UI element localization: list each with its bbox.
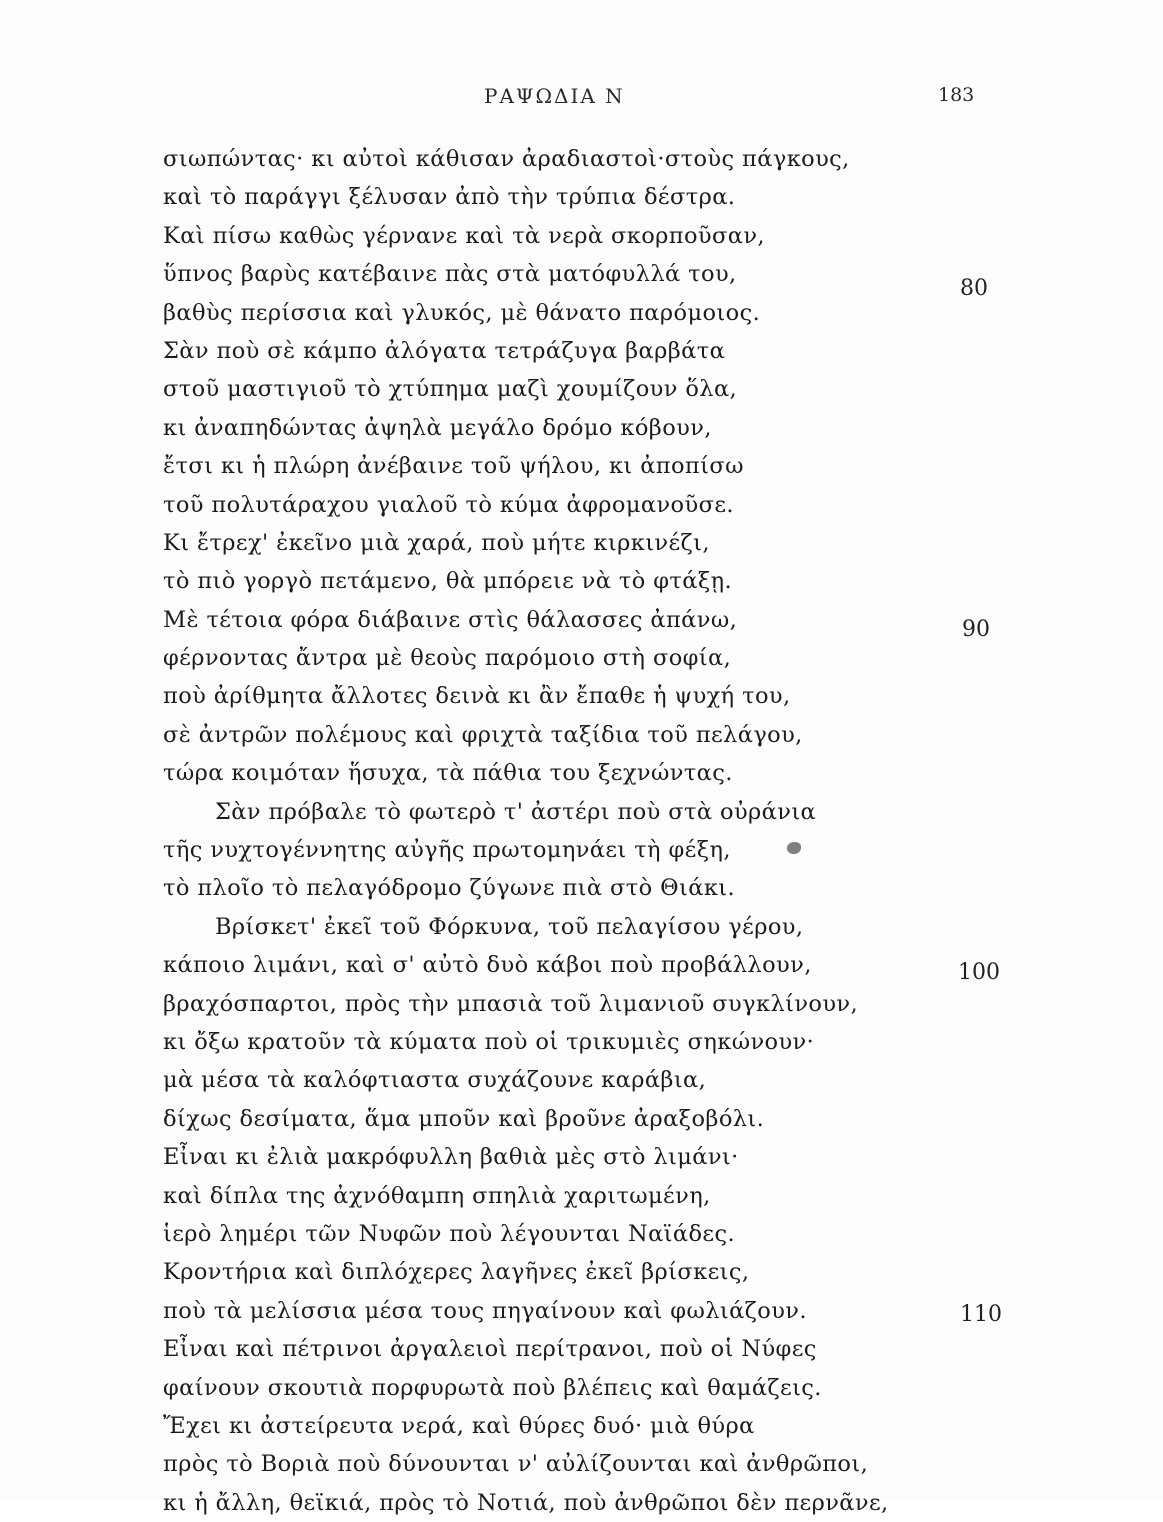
verse-line: κάποιο λιμάνι, καὶ σ' αὐτὸ δυὸ κάβοι ποὺ προβάλλουν, <box>163 952 812 979</box>
verse-line: κι ἡ ἄλλη, θεϊκιά, πρὸς τὸ Νοτιά, ποὺ ἀνθρῶποι δὲν περνᾶνε, <box>163 1489 889 1516</box>
verse-line: σὲ ἀντρῶν πολέμους καὶ φριχτὰ ταξίδια τοῦ πελάγου, <box>163 721 803 748</box>
verse-line: τὸ πλοῖο τὸ πελαγόδρομο ζύγωνε πιὰ στὸ Θιάκι. <box>163 875 736 902</box>
verse-line: τῆς νυχτογέννητης αὐγῆς πρωτομηνάει τὴ φέξη, <box>163 837 731 864</box>
verse-line: Ἔχει κι ἀστείρευτα νερά, καὶ θύρες δυό· μιὰ θύρα <box>163 1412 755 1439</box>
verse-line: καὶ τὸ παράγγι ξέλυσαν ἀπὸ τὴν τρύπια δέστρα. <box>163 184 736 211</box>
verse-line: Σὰν ποὺ σὲ κάμπο ἀλόγατα τετράζυγα βαρβάτα <box>163 337 726 364</box>
line-number-110: 110 <box>960 1302 1002 1327</box>
verse-line: δίχως δεσίματα, ἅμα μποῦν καὶ βροῦνε ἀραξοβόλι. <box>163 1105 765 1132</box>
chapter-title: ΡΑΨΩΔΙΑ Ν <box>484 84 625 108</box>
verse-line: βραχόσπαρτοι, πρὸς τὴν μπασιὰ τοῦ λιμανιοῦ συγκλίνουν, <box>163 990 859 1017</box>
verse-line: τοῦ πολυτάραχου γιαλοῦ τὸ κύμα ἀφρομανοῦσε. <box>163 491 734 518</box>
verse-line: ὕπνος βαρὺς κατέβαινε πὰς στὰ ματόφυλλά του, <box>163 261 737 288</box>
verse-line: σιωπώντας· κι αὐτοὶ κάθισαν ἀραδιαστοὶ·στοὺς πάγκους, <box>163 146 850 172</box>
verse-line: φαίνουν σκουτιὰ πορφυρωτὰ ποὺ βλέπεις καὶ θαμάζεις. <box>163 1374 822 1401</box>
verse-line: ποὺ ἀρίθμητα ἄλλοτες δεινὰ κι ἂν ἔπαθε ἡ ψυχή του, <box>163 683 791 710</box>
verse-line: καὶ δίπλα της ἀχνόθαμπη σπηλιὰ χαριτωμένη, <box>163 1182 711 1209</box>
ink-blot <box>787 842 801 854</box>
verse-line: Σὰν πρόβαλε τὸ φωτερὸ τ' ἀστέρι ποὺ στὰ οὐράνια <box>215 798 817 825</box>
verse-line: τὸ πιὸ γοργὸ πετάμενο, θὰ μπόρειε νὰ τὸ φτάξῃ. <box>163 568 733 595</box>
verse-line: βαθὺς περίσσια καὶ γλυκός, μὲ θάνατο παρόμοιος. <box>163 299 761 326</box>
line-number-80: 80 <box>960 276 988 301</box>
poem-text <box>163 140 923 1522</box>
verse-line: κι ὄξω κρατοῦν τὰ κύματα ποὺ οἱ τρικυμιὲς σηκώνουν· <box>163 1028 815 1055</box>
verse-line: Κι ἔτρεχ' ἐκεῖνο μιὰ χαρά, ποὺ μήτε κιρκινέζι, <box>163 529 710 556</box>
verse-line: ἔτσι κι ἡ πλώρη ἀνέβαινε τοῦ ψήλου, κι ἀποπίσω <box>163 453 744 480</box>
verse-line: Εἶναι καὶ πέτρινοι ἀργαλειοὶ περίτρανοι, ποὺ οἱ Νύφες <box>163 1336 817 1363</box>
page-number: 183 <box>938 84 975 106</box>
line-number-90: 90 <box>962 617 990 642</box>
verse-line: Εἶναι κι ἐλιὰ μακρόφυλλη βαθιὰ μὲς στὸ λιμάνι· <box>163 1144 739 1171</box>
running-head <box>0 84 1163 114</box>
verse-line: πρὸς τὸ Βοριὰ ποὺ δύνουνται ν' αὐλίζουνται καὶ ἀνθρῶποι, <box>163 1451 869 1478</box>
verse-line: φέρνοντας ἄντρα μὲ θεοὺς παρόμοιο στὴ σοφία, <box>163 645 732 672</box>
verse-line: Μὲ τέτοια φόρα διάβαινε στὶς θάλασσες ἀπάνω, <box>163 606 738 633</box>
verse-line: μὰ μέσα τὰ καλόφτιαστα συχάζουνε καράβια, <box>163 1067 707 1094</box>
verse-line: ποὺ τὰ μελίσσια μέσα τους πηγαίνουν καὶ φωλιάζουν. <box>163 1297 807 1324</box>
line-number-100: 100 <box>958 960 1000 985</box>
verse-line: Βρίσκετ' ἐκεῖ τοῦ Φόρκυνα, τοῦ πελαγίσου γέρου, <box>215 913 804 940</box>
verse-line: ἱερὸ λημέρι τῶν Νυφῶν ποὺ λέγουνται Ναϊάδες. <box>163 1220 736 1247</box>
verse-line: Κροντήρια καὶ διπλόχερες λαγῆνες ἐκεῖ βρίσκεις, <box>163 1259 750 1286</box>
verse-line: στοῦ μαστιγιοῦ τὸ χτύπημα μαζὶ χουμίζουν ὅλα, <box>163 376 738 403</box>
verse-line: Καὶ πίσω καθὼς γέρνανε καὶ τὰ νερὰ σκορποῦσαν, <box>163 222 765 249</box>
verse-line: τώρα κοιμόταν ἥσυχα, τὰ πάθια του ξεχνώντας. <box>163 760 733 787</box>
verse-line: κι ἀναπηδώντας ἀψηλὰ μεγάλο δρόμο κόβουν, <box>163 414 712 441</box>
